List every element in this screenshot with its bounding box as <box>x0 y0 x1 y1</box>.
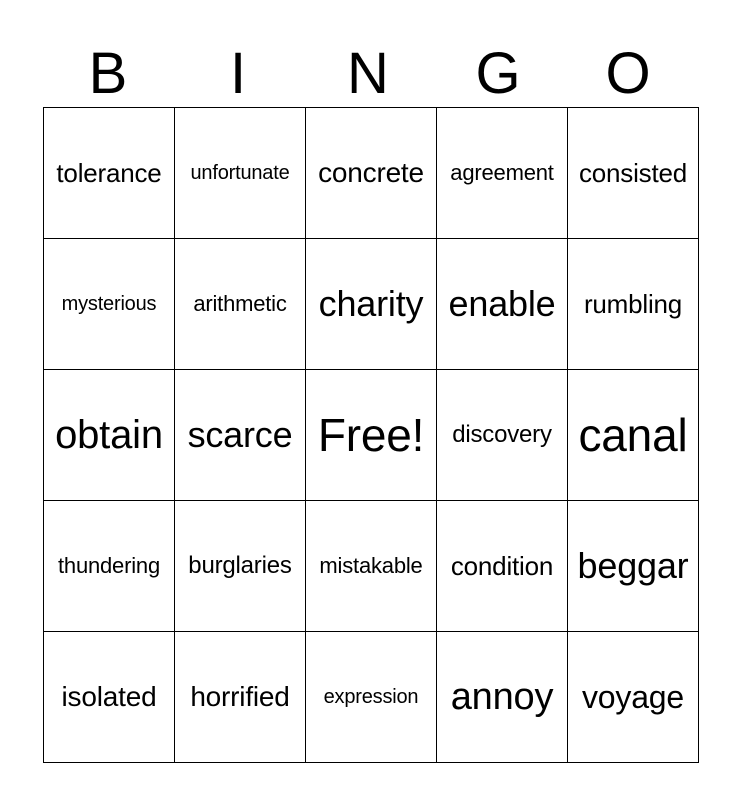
bingo-cell: tolerance <box>44 108 175 239</box>
bingo-cell: horrified <box>175 632 306 763</box>
bingo-cell: mistakable <box>306 501 437 632</box>
board-row <box>44 108 699 239</box>
bingo-cell: discovery <box>437 370 568 501</box>
board-row <box>44 632 699 763</box>
bingo-cell: rumbling <box>568 239 699 370</box>
bingo-cell: unfortunate <box>175 108 306 239</box>
bingo-cell: burglaries <box>175 501 306 632</box>
board-row <box>44 239 699 370</box>
bingo-cell: expression <box>306 632 437 763</box>
bingo-cell: scarce <box>175 370 306 501</box>
bingo-cell: annoy <box>437 632 568 763</box>
header-letter-i: I <box>229 41 247 106</box>
bingo-cell: mysterious <box>44 239 175 370</box>
free-space-cell: Free! <box>306 370 437 501</box>
board-row <box>44 370 699 501</box>
bingo-cell: isolated <box>44 632 175 763</box>
bingo-cell: charity <box>306 239 437 370</box>
bingo-header <box>43 42 693 106</box>
bingo-cell: obtain <box>44 370 175 501</box>
header-letter-b: B <box>88 41 128 106</box>
bingo-cell: concrete <box>306 108 437 239</box>
bingo-cell: thundering <box>44 501 175 632</box>
bingo-cell: canal <box>568 370 699 501</box>
header-letter-o: O <box>605 41 651 106</box>
bingo-cell: voyage <box>568 632 699 763</box>
bingo-cell: beggar <box>568 501 699 632</box>
bingo-cell: arithmetic <box>175 239 306 370</box>
header-letter-n: N <box>347 41 389 106</box>
header-letter-g: G <box>475 41 521 106</box>
bingo-board <box>43 107 699 763</box>
bingo-cell: agreement <box>437 108 568 239</box>
bingo-cell: enable <box>437 239 568 370</box>
bingo-cell: consisted <box>568 108 699 239</box>
board-row <box>44 501 699 632</box>
bingo-cell: condition <box>437 501 568 632</box>
